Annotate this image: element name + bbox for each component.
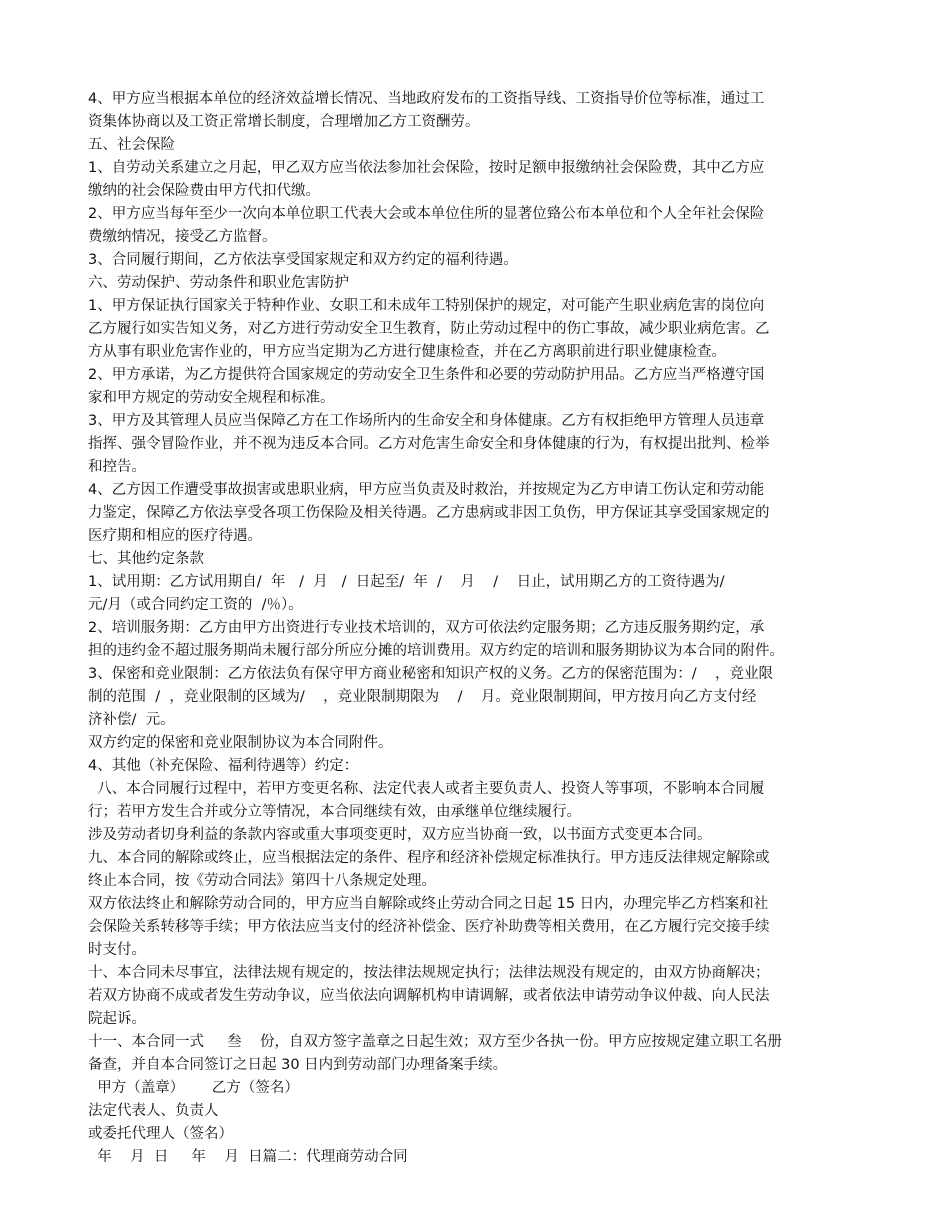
text-line: 3、保密和竞业限制：乙方依法负有保守甲方商业秘密和知识产权的义务。乙方的保密范围为：/ ，竞业限 — [88, 666, 774, 682]
text-line: 2、甲方承诺，为乙方提供符合国家规定的劳动安全卫生条件和必要的劳动防护用品。乙方应当严格遵守国 — [88, 367, 765, 383]
text-line: 方从事有职业危害作业的，甲方应当定期为乙方进行健康检查，并在乙方离职前进行职业健康检查。 — [88, 344, 726, 360]
text-line: 八、本合同履行过程中，若甲方变更名称、法定代表人或者主要负责人、投资人等事项，不影响本合同履 — [88, 781, 765, 797]
text-line: 法定代表人、负责人 — [88, 1103, 219, 1119]
text-line: 或委托代理人（签名） — [88, 1126, 233, 1142]
text-line: 终止本合同，按《劳动合同法》第四十八条规定处理。 — [88, 873, 436, 889]
text-line: 制的范围 / ，竞业限制的区域为/ ，竞业限制期限为 / 月。竞业限制期间，甲方按月向乙方支付经 — [88, 689, 757, 705]
text-line: 六、劳动保护、劳动条件和职业危害防护 — [88, 275, 349, 291]
text-line: 院起诉。 — [88, 1011, 146, 1027]
text-line: 时支付。 — [88, 942, 146, 958]
text-line: 十一、本合同一式 叁 份，自双方签字盖章之日起生效；双方至少各执一份。甲方应按规定建立职工名册 — [88, 1034, 782, 1050]
text-line: 五、社会保险 — [88, 137, 175, 153]
text-line: 1、甲方保证执行国家关于特种作业、女职工和未成年工特别保护的规定，对可能产生职业病危害的岗位向 — [88, 298, 765, 314]
text-line: 1、试用期：乙方试用期自/ 年 / 月 / 日起至/ 年 / 月 / 日止，试用期乙方的工资待遇为/ — [88, 574, 725, 590]
text-line: 双方约定的保密和竞业限制协议为本合同附件。 — [88, 735, 393, 751]
text-line: 乙方履行如实告知义务，对乙方进行劳动安全卫生教育，防止劳动过程中的伤亡事故，减少职业病危害。乙 — [88, 321, 770, 337]
text-line: 4、乙方因工作遭受事故损害或患职业病，甲方应当负责及时救治，并按规定为乙方申请工伤认定和劳动能 — [88, 482, 765, 498]
contract-page — [88, 88, 868, 1169]
text-line: 涉及劳动者切身利益的条款内容或重大事项变更时，双方应当协商一致，以书面方式变更本合同。 — [88, 827, 712, 843]
text-line: 医疗期和相应的医疗待遇。 — [88, 528, 262, 544]
text-line: 十、本合同未尽事宜，法律法规有规定的，按法律法规规定执行；法律法规没有规定的，由双方协商解决； — [88, 965, 770, 981]
text-line: 甲方（盖章） 乙方（签名） — [88, 1080, 299, 1096]
text-line: 双方依法终止和解除劳动合同的，甲方应当自解除或终止劳动合同之日起 15 日内，办理完毕乙方档案和社 — [88, 896, 769, 912]
text-line: 费缴纳情况，接受乙方监督。 — [88, 229, 277, 245]
text-line: 和控告。 — [88, 459, 146, 475]
text-line: 4、甲方应当根据本单位的经济效益增长情况、当地政府发布的工资指导线、工资指导价位等标准，通过工 — [88, 91, 765, 107]
text-line: 若双方协商不成或者发生劳动争议，应当依法向调解机构申请调解，或者依法申请劳动争议仲裁、向人民法 — [88, 988, 770, 1004]
text-line: 行；若甲方发生合并或分立等情况，本合同继续有效，由承继单位继续履行。 — [88, 804, 581, 820]
text-line: 2、甲方应当每年至少一次向本单位职工代表大会或本单位住所的显著位臵公布本单位和个人全年社会保险 — [88, 206, 765, 222]
text-line: 力鉴定，保障乙方依法享受各项工伤保险及相关待遇。乙方患病或非因工负伤，甲方保证其享受国家规定的 — [88, 505, 770, 521]
text-line: 济补偿/ 元。 — [88, 712, 175, 728]
text-line: 担的违约金不超过服务期尚未履行部分所应分摊的培训费用。双方约定的培训和服务期协议为本合同的附件。 — [88, 643, 784, 659]
text-line: 指挥、强令冒险作业，并不视为违反本合同。乙方对危害生命安全和身体健康的行为，有权提出批判、检举 — [88, 436, 770, 452]
text-line: 资集体协商以及工资正常增长制度，合理增加乙方工资酬劳。 — [88, 114, 480, 130]
text-line: 3、甲方及其管理人员应当保障乙方在工作场所内的生命安全和身体健康。乙方有权拒绝甲方管理人员违章 — [88, 413, 765, 429]
text-line: 4、其他（补充保险、福利待遇等）约定： — [88, 758, 359, 774]
text-line: 1、自劳动关系建立之月起，甲乙双方应当依法参加社会保险，按时足额申报缴纳社会保险费，其中乙方应 — [88, 160, 765, 176]
text-line: 缴纳的社会保险费由甲方代扣代缴。 — [88, 183, 320, 199]
text-line: 备查，并自本合同签订之日起 30 日内到劳动部门办理备案手续。 — [88, 1057, 508, 1073]
text-line: 家和甲方规定的劳动安全规程和标准。 — [88, 390, 335, 406]
text-line: 元/月（或合同约定工资的 /％）。 — [88, 597, 303, 613]
text-line: 年 月 日 年 月 日篇二：代理商劳动合同 — [88, 1149, 408, 1165]
text-line: 2、培训服务期：乙方由甲方出资进行专业技术培训的，双方可依法约定服务期；乙方违反服务期约定，承 — [88, 620, 765, 636]
text-line: 会保险关系转移等手续；甲方依法应当支付的经济补偿金、医疗补助费等相关费用，在乙方履行完交接手续 — [88, 919, 770, 935]
text-line: 3、合同履行期间，乙方依法享受国家规定和双方约定的福利待遇。 — [88, 252, 518, 268]
text-line: 七、其他约定条款 — [88, 551, 204, 567]
text-line: 九、本合同的解除或终止，应当根据法定的条件、程序和经济补偿规定标准执行。甲方违反法律规定解除或 — [88, 850, 770, 866]
